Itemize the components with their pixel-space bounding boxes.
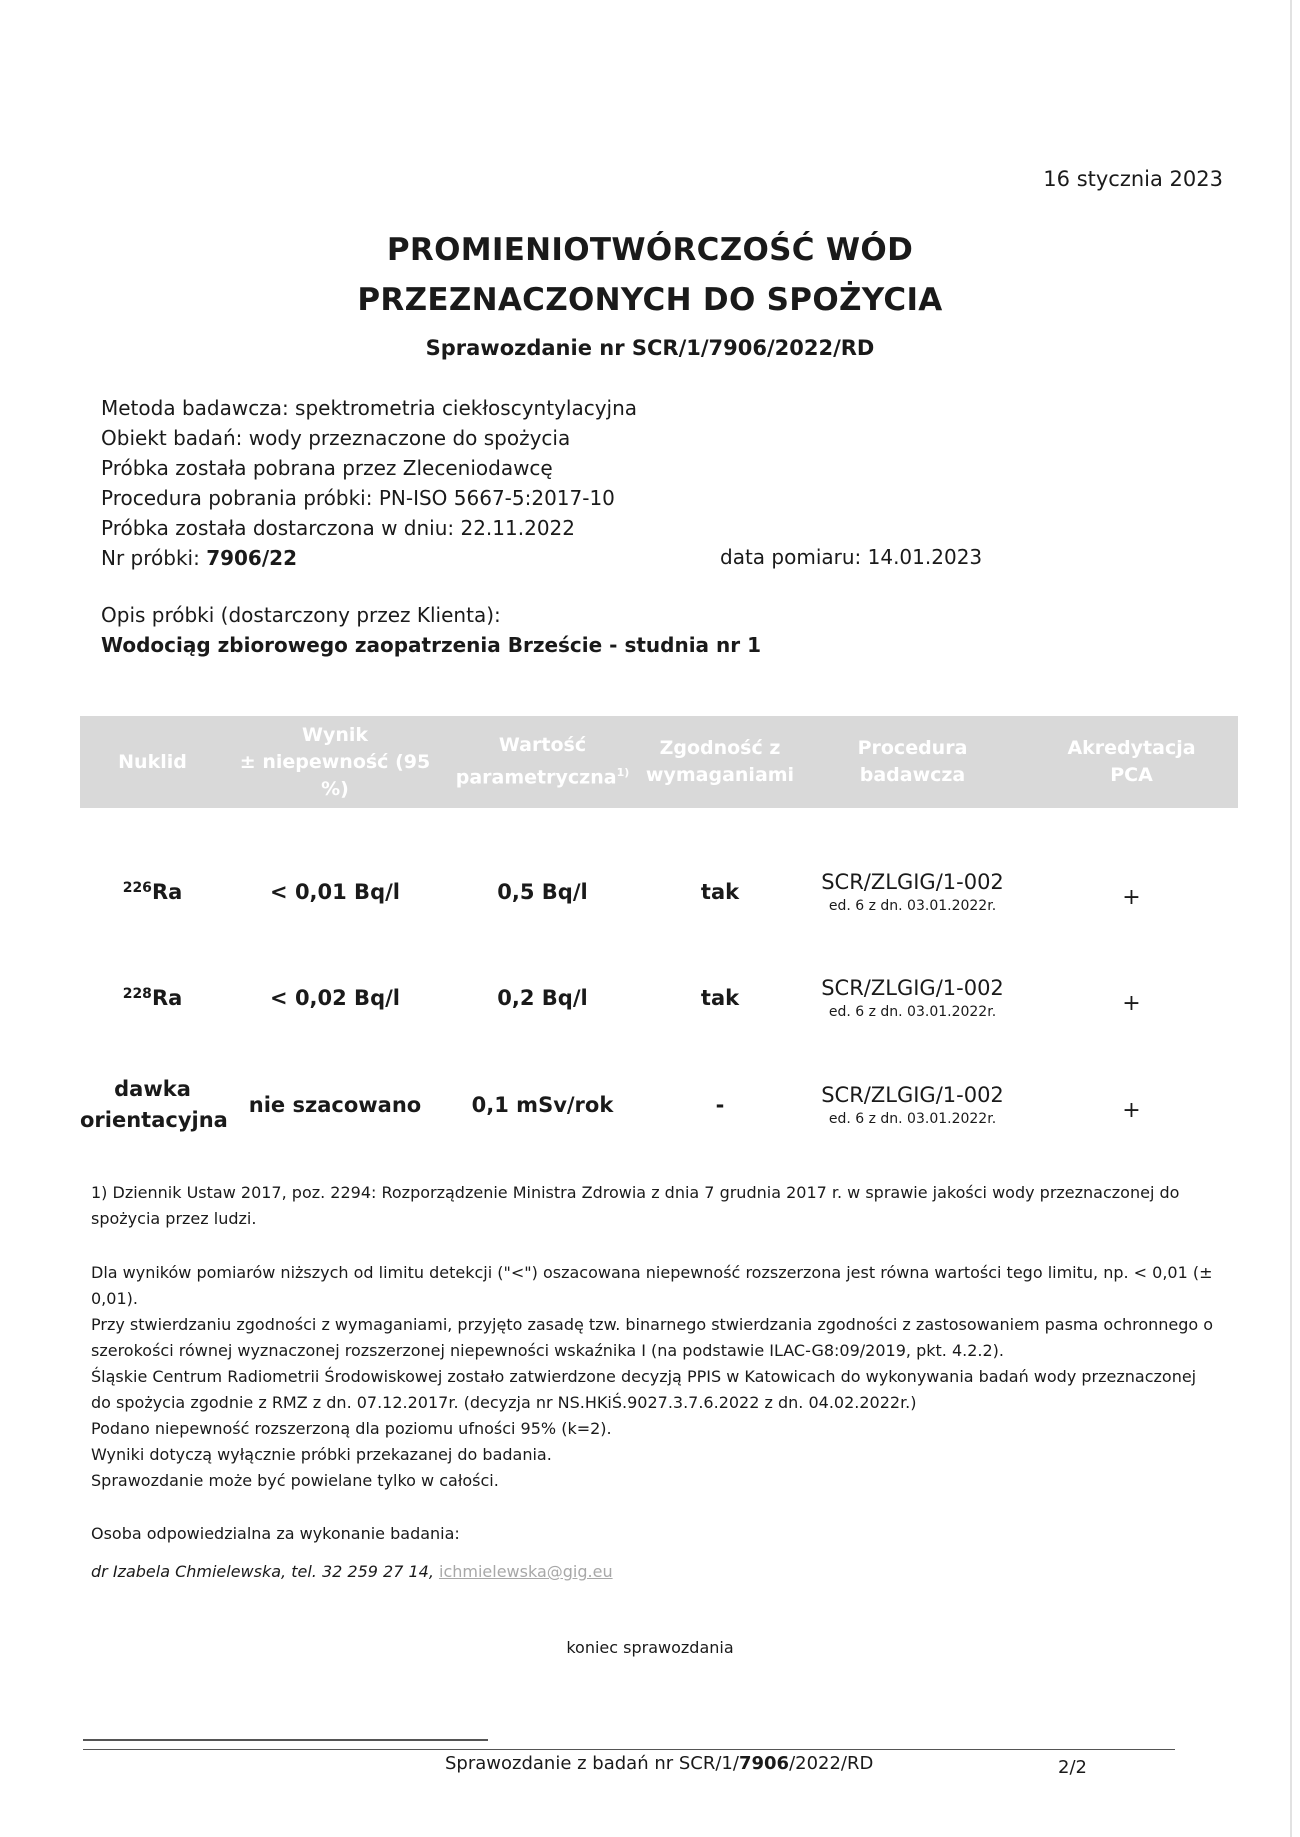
- procedure-cell: [800, 976, 1025, 1020]
- scan-edge: [1290, 0, 1292, 1837]
- description-value: Wodociąg zbiorowego zaopatrzenia Brzeście - studnia nr 1: [101, 633, 761, 657]
- nuclide-mass: 228: [122, 986, 152, 1002]
- footer-rule-short: [83, 1739, 488, 1741]
- note-detection-limit: Dla wyników pomiarów niższych od limitu detekcji ("<") oszacowana niepewność rozszerzona jest równa wartości tego limitu, np. < 0,01 (± 0,01).: [91, 1263, 1213, 1308]
- table-header: [80, 716, 1238, 808]
- report-number: Sprawozdanie nr SCR/1/7906/2022/RD: [425, 336, 875, 360]
- compliance-cell: tak: [700, 986, 740, 1010]
- footnote: [91, 1180, 1216, 1232]
- responsible-label: Osoba odpowiedzialna za wykonanie badania:: [91, 1524, 460, 1543]
- result-cell: < 0,02 Bq/l: [270, 986, 400, 1010]
- procedure-code: SCR/ZLGIG/1-002: [821, 870, 1004, 894]
- object-line: Obiekt badań: wody przeznaczone do spożycia: [101, 426, 571, 450]
- footnote-text: 1) Dziennik Ustaw 2017, poz. 2294: Rozporządzenie Ministra Zdrowia z dnia 7 grudnia 2017 r. w sprawie jakości wody przeznaczonej do spożycia przez ludzi.: [91, 1183, 1180, 1228]
- note-scope: Wyniki dotyczą wyłącznie próbki przekazanej do badania.: [91, 1445, 552, 1464]
- header-parametric: [445, 732, 640, 791]
- parametric-cell: 0,2 Bq/l: [497, 986, 588, 1010]
- page-number: 2/2: [1058, 1757, 1087, 1778]
- parametric-cell: 0,1 mSv/rok: [471, 1093, 614, 1117]
- footer-prefix: Sprawozdanie z badań nr SCR/1/: [445, 1753, 739, 1774]
- footer-suffix: /2022/RD: [789, 1753, 874, 1774]
- note-compliance-rule: Przy stwierdzaniu zgodności z wymaganiami, przyjęto zasadę tzw. binarnego stwierdzania zgodności z zastosowaniem pasma ochronnego o szerokości równej wyznaczonej rozszerzonej niepewności wskaźnika I (na podstawie ILAC-G8:09/2019, pkt. 4.2.2).: [91, 1315, 1214, 1360]
- header-parametric-text: Wartość parametryczna: [455, 734, 617, 789]
- nuclide-symbol: Ra: [151, 986, 183, 1010]
- procedure-line: Procedura pobrania próbki: PN-ISO 5667-5:2017-10: [101, 486, 615, 510]
- procedure-edition: ed. 6 z dn. 03.01.2022r.: [828, 1111, 997, 1127]
- table-row: [80, 862, 1238, 922]
- title-line-1: PROMIENIOTWÓRCZOŚĆ WÓD: [386, 232, 914, 268]
- table-row: [80, 1070, 1238, 1140]
- header-procedure: Procedura badawcza: [857, 737, 968, 786]
- notes-block: [91, 1260, 1216, 1494]
- nuclide-cell: dawka orientacyjna: [80, 1077, 228, 1132]
- footer-number: 7906: [738, 1753, 790, 1774]
- nuclide-cell: [80, 986, 225, 1010]
- result-cell: nie szacowano: [248, 1093, 422, 1117]
- sample-number-line: [101, 543, 637, 573]
- responsible-name: dr Izabela Chmielewska, tel. 32 259 27 14,: [91, 1562, 439, 1581]
- delivered-line: Próbka została dostarczona w dniu: 22.11.2022: [101, 516, 575, 540]
- header-accreditation: Akredytacja PCA: [1067, 737, 1196, 786]
- nuclide-symbol: Ra: [151, 880, 183, 904]
- method-line: Metoda badawcza: spektrometria ciekłoscyntylacyjna: [101, 396, 638, 420]
- report-date: 16 stycznia 2023: [1043, 167, 1223, 191]
- title-line-2: PRZEZNACZONYCH DO SPOŻYCIA: [357, 282, 943, 318]
- note-uncertainty: Podano niepewność rozszerzoną dla poziomu ufności 95% (k=2).: [91, 1419, 612, 1438]
- nuclide-mass: 226: [122, 880, 152, 896]
- accreditation-cell: +: [1122, 1097, 1141, 1123]
- compliance-cell: tak: [700, 880, 740, 904]
- sample-metadata: [101, 393, 637, 573]
- parametric-cell: 0,5 Bq/l: [497, 880, 588, 904]
- footer-report-number: [445, 1753, 873, 1774]
- compliance-cell: -: [715, 1093, 725, 1117]
- description-label: Opis próbki (dostarczony przez Klienta):: [101, 603, 501, 627]
- procedure-code: SCR/ZLGIG/1-002: [821, 976, 1004, 1000]
- footer-rule-long: [83, 1749, 1175, 1750]
- sampled-by-line: Próbka została pobrana przez Zleceniodawcę: [101, 456, 553, 480]
- header-nuclide: Nuklid: [118, 750, 187, 773]
- procedure-edition: ed. 6 z dn. 03.01.2022r.: [828, 1004, 997, 1020]
- procedure-code: SCR/ZLGIG/1-002: [821, 1083, 1004, 1107]
- note-copying: Sprawozdanie może być powielane tylko w całości.: [91, 1471, 499, 1490]
- procedure-cell: [800, 1083, 1025, 1127]
- accreditation-cell: +: [1122, 884, 1141, 910]
- sample-number-label: Nr próbki:: [101, 546, 207, 570]
- header-parametric-footnote: 1): [616, 766, 630, 780]
- responsible-person: [91, 1562, 613, 1581]
- procedure-edition: ed. 6 z dn. 03.01.2022r.: [828, 898, 997, 914]
- header-result: Wynik ± niepewność (95 %): [239, 723, 431, 800]
- table-row: [80, 968, 1238, 1028]
- measurement-date: data pomiaru: 14.01.2023: [720, 545, 983, 569]
- header-compliance: Zgodność z wymaganiami: [645, 737, 795, 786]
- result-cell: < 0,01 Bq/l: [270, 880, 400, 904]
- nuclide-cell: [80, 880, 225, 904]
- responsible-email-link[interactable]: ichmielewska@gig.eu: [439, 1562, 613, 1581]
- sample-number-value: 7906/22: [206, 546, 297, 570]
- accreditation-cell: +: [1122, 990, 1141, 1016]
- end-of-report: koniec sprawozdania: [566, 1638, 734, 1657]
- procedure-cell: [800, 870, 1025, 914]
- note-approval: Śląskie Centrum Radiometrii Środowiskowej zostało zatwierdzone decyzją PPIS w Katowicach do wykonywania badań wody przeznaczonej do spożycia zgodnie z RMZ z dn. 07.12.2017r. (decyzja nr NS.HKiŚ.9027.3.7.6.2022 z dn. 04.02.2022r.): [91, 1367, 1197, 1412]
